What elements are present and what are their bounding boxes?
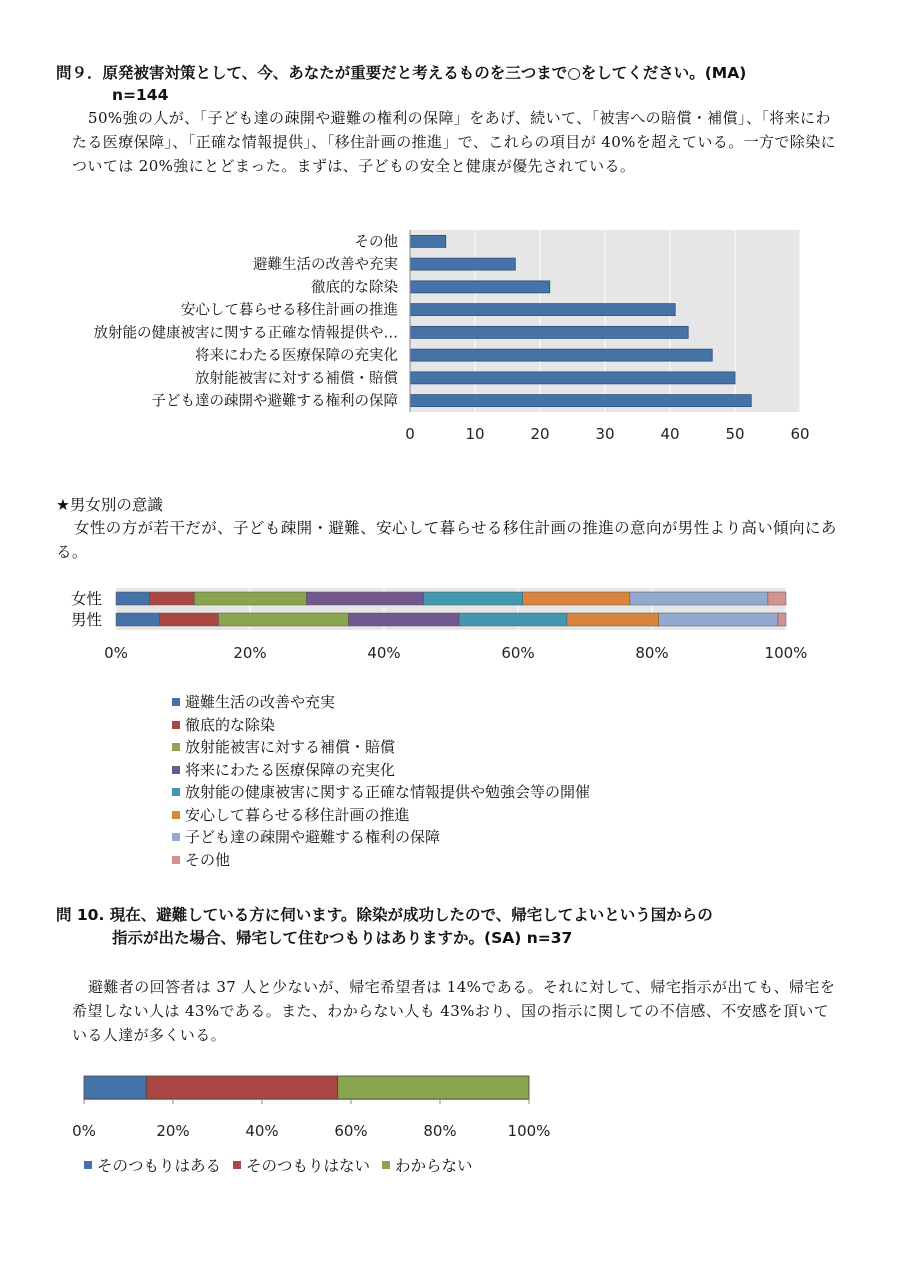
gender-x-tick-label: 0% xyxy=(104,644,128,662)
gender-bar-segment xyxy=(116,592,150,605)
gender-x-tick-label: 60% xyxy=(501,644,535,662)
q9-category-labels xyxy=(94,233,400,409)
legend-swatch xyxy=(172,698,180,706)
gender-legend-item xyxy=(172,781,590,804)
gender-legend-item xyxy=(172,826,590,849)
legend-label: そのつもりはある xyxy=(97,1157,222,1175)
q9-category-label: 将来にわたる医療保障の充実化 xyxy=(195,348,398,365)
q9-paragraph-text: 50%強の人が、「子ども達の疎開や避難の権利の保障」をあげ、続いて、「被害への賠償・補償」、「将来にわたる医療保障」、「正確な情報提供」、「移住計画の推進」で、これらの項目が 40%を超えている。一方で除染については 20%強にとどまった。まずは、子どもの安全と健康が優先されている。 xyxy=(72,109,837,175)
q10-title-line2: 指示が出た場合、帰宅して住むつもりはありますか。(SA) n=37 xyxy=(112,929,573,947)
legend-swatch xyxy=(172,811,180,819)
q10-x-tick-label: 100% xyxy=(507,1122,551,1140)
q9-bar xyxy=(410,258,515,270)
gender-paragraph-text: 女性の方が若干だが、子ども疎開・避難、安心して暮らせる移住計画の推進の意向が男性より高い傾向にある。 xyxy=(56,519,837,561)
q10-bar-segment xyxy=(146,1076,337,1099)
q9-x-tick-labels xyxy=(405,425,809,443)
q10-x-tick-label: 0% xyxy=(72,1122,96,1140)
q9-bar xyxy=(410,349,712,361)
legend-swatch xyxy=(172,721,180,729)
q9-bar xyxy=(410,326,688,338)
gender-plot-area xyxy=(116,588,786,630)
gender-x-tick-labels xyxy=(104,644,807,662)
gender-bar-segment xyxy=(150,592,195,605)
gender-legend-item xyxy=(172,849,590,872)
legend-label: そのつもりはない xyxy=(246,1157,371,1175)
q10-paragraph xyxy=(72,975,842,1047)
q9-plot-area xyxy=(410,230,800,412)
gender-x-tick-label: 80% xyxy=(635,644,669,662)
legend-label: わからない xyxy=(395,1157,473,1175)
q10-legend-item xyxy=(84,1154,221,1176)
gender-bar-segment xyxy=(160,613,219,626)
q9-bar xyxy=(410,304,675,316)
gender-bar-segment xyxy=(348,613,459,626)
legend-swatch xyxy=(172,833,180,841)
gender-x-tick-label: 100% xyxy=(764,644,808,662)
gender-bar-segment xyxy=(659,613,778,626)
q9-category-label: その他 xyxy=(354,234,398,251)
q9-bar xyxy=(410,281,550,293)
gender-bar-segment xyxy=(523,592,630,605)
gender-legend-item xyxy=(172,691,590,714)
gender-paragraph xyxy=(56,516,846,564)
q9-x-tick-label: 30 xyxy=(595,425,615,443)
q9-category-label: 放射能被害に対する補償・賠償 xyxy=(195,370,398,387)
q10-legend-item xyxy=(233,1154,370,1176)
legend-swatch xyxy=(172,856,180,864)
q9-x-tick-label: 10 xyxy=(465,425,485,443)
q10-plot-area xyxy=(84,1076,529,1104)
q9-x-tick-label: 60 xyxy=(790,425,810,443)
legend-swatch xyxy=(382,1161,390,1169)
q10-x-tick-label: 20% xyxy=(156,1122,190,1140)
legend-label: 避難生活の改善や充実 xyxy=(185,693,336,711)
q10-x-tick-label: 80% xyxy=(423,1122,457,1140)
gender-bar-segment xyxy=(778,613,786,626)
q10-title-line1: 問 10. 現在、避難している方に伺います。除染が成功したので、帰宅してよいという国からの xyxy=(56,906,713,924)
legend-label: その他 xyxy=(185,850,231,869)
legend-swatch xyxy=(172,743,180,751)
q9-bar xyxy=(410,395,751,407)
q10-bar-segment xyxy=(338,1076,529,1099)
q9-bar-chart xyxy=(0,215,900,455)
q9-x-tick-label: 20 xyxy=(530,425,550,443)
q10-stacked-chart xyxy=(0,1070,900,1150)
legend-label: 安心して暮らせる移住計画の推進 xyxy=(185,805,410,824)
q10-x-tick-label: 60% xyxy=(334,1122,368,1140)
q9-category-label: 徹底的な除染 xyxy=(311,279,398,296)
q9-bar xyxy=(410,372,735,384)
gender-legend-item xyxy=(172,804,590,827)
q10-x-tick-label: 40% xyxy=(245,1122,279,1140)
gender-category-labels xyxy=(71,590,103,629)
gender-legend-item xyxy=(172,714,590,737)
legend-swatch xyxy=(172,766,180,774)
gender-stacked-chart xyxy=(0,580,900,675)
q9-category-label: 子ども達の疎開や避難する権利の保障 xyxy=(151,393,398,410)
q9-title-line2: n=144 xyxy=(112,86,169,104)
q9-category-label: 放射能の健康被害に関する正確な情報提供や… xyxy=(93,325,398,342)
gender-x-tick-label: 40% xyxy=(367,644,401,662)
gender-bar-segment xyxy=(116,613,160,626)
gender-bar-segment xyxy=(194,592,306,605)
gender-legend-item xyxy=(172,759,590,782)
legend-label: 放射能被害に対する補償・賠償 xyxy=(185,738,396,756)
q9-category-label: 安心して暮らせる移住計画の推進 xyxy=(180,302,398,319)
q10-legend-item xyxy=(382,1154,473,1176)
q10-x-tick-labels xyxy=(72,1122,550,1140)
gender-x-tick-label: 20% xyxy=(233,644,267,662)
q10-paragraph-text: 避難者の回答者は 37 人と少ないが、帰宅希望者は 14%である。それに対して、帰宅指示が出ても、帰宅を希望しない人は 43%である。また、わからない人も 43%おり、国の指示に関しての不信感、不安感を頂いている人達が多くいる。 xyxy=(72,978,836,1044)
gender-bar-segment xyxy=(768,592,786,605)
gender-legend xyxy=(172,691,590,871)
q9-x-tick-label: 50 xyxy=(725,425,745,443)
legend-swatch xyxy=(233,1161,241,1169)
legend-swatch xyxy=(84,1161,92,1169)
legend-label: 子ども達の疎開や避難する権利の保障 xyxy=(185,828,441,846)
q9-title-line1: 問９．原発被害対策として、今、あなたが重要だと考えるものを三つまで○をしてください。(MA) xyxy=(56,64,747,82)
q9-x-tick-label: 0 xyxy=(405,425,415,443)
q9-paragraph xyxy=(72,106,842,178)
legend-label: 放射能の健康被害に関する正確な情報提供や勉強会等の開催 xyxy=(185,783,591,801)
q10-legend xyxy=(84,1154,485,1176)
gender-legend-item xyxy=(172,736,590,759)
gender-bar-segment xyxy=(219,613,349,626)
gender-bar-segment xyxy=(567,613,659,626)
legend-label: 徹底的な除染 xyxy=(185,715,276,734)
gender-bar-segment xyxy=(424,592,523,605)
gender-bar-segment xyxy=(306,592,423,605)
gender-bar-segment xyxy=(630,592,768,605)
legend-swatch xyxy=(172,788,180,796)
gender-bar-segment xyxy=(459,613,567,626)
gender-category-label: 女性 xyxy=(70,590,102,608)
q9-category-label: 避難生活の改善や充実 xyxy=(253,257,398,274)
q9-x-tick-label: 40 xyxy=(660,425,680,443)
legend-label: 将来にわたる医療保障の充実化 xyxy=(185,760,396,779)
gender-category-label: 男性 xyxy=(70,611,102,629)
gender-heading: ★男女別の意識 xyxy=(56,496,163,514)
q10-bar-segment xyxy=(84,1076,146,1099)
q9-bar xyxy=(410,235,446,247)
